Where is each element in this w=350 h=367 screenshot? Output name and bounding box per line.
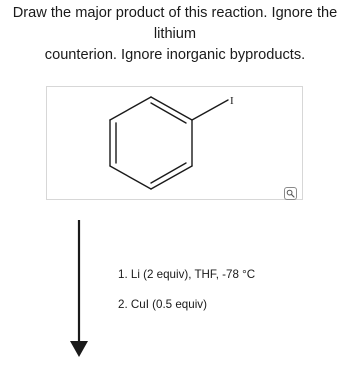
question-prompt [0,3,350,66]
ring-bond [151,166,192,189]
c-i-bond [192,100,228,120]
reaction-arrow [69,220,89,360]
condition-step-1: 1. Li (2 equiv), THF, -78 °C [118,268,256,281]
ring-bond [110,166,151,189]
question-line-2: counterion. Ignore inorganic byproducts. [44,47,306,63]
iodobenzene-structure [47,87,304,201]
reactant-structure-panel [46,86,303,200]
magnifier-icon [286,189,295,198]
question-line-1: Draw the major product of this reaction. Ignore the lithium [12,5,338,42]
ring-bond [151,97,192,120]
condition-step-2: 2. CuI (0.5 equiv) [118,298,207,311]
ring-bond [110,97,151,120]
iodine-label: I [230,95,234,107]
zoom-button[interactable] [284,187,297,200]
